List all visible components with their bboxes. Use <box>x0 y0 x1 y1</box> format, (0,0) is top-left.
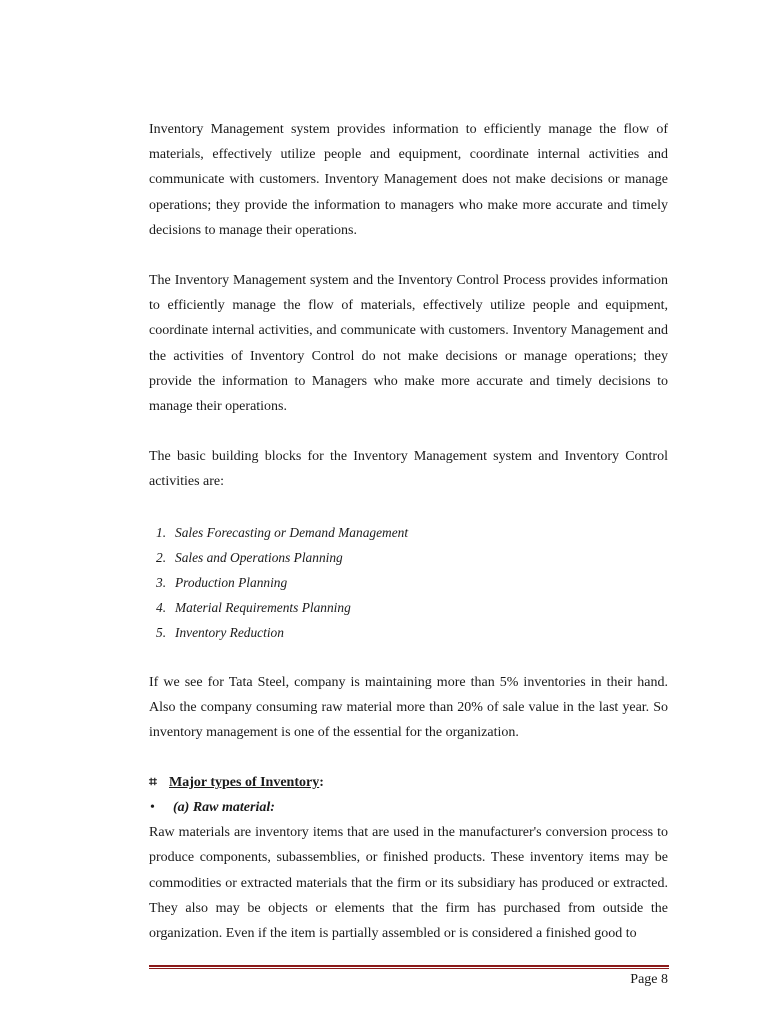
building-blocks-list <box>149 520 668 645</box>
section-title: Major types of Inventory <box>169 775 320 791</box>
paragraph-tata-steel: If we see for Tata Steel, company is maintaining more than 5% inventories in their hand. Also the company consuming raw material more than 20% of sale value in the last year. So inventory management is one of the essential for the organization. <box>149 674 668 741</box>
document-body <box>149 117 668 946</box>
bullet-icon: • <box>150 800 155 816</box>
footer-rule <box>149 965 669 970</box>
hash-mark-icon: ⌗ <box>149 775 157 791</box>
paragraph-building-blocks: The basic building blocks for the Inventory Management system and Inventory Control activities are: <box>149 449 668 490</box>
sub-heading-raw-material <box>149 795 668 820</box>
section-heading: ⌗ Major types of Inventory: <box>149 770 668 795</box>
list-item: 4. Material Requirements Planning <box>156 599 351 615</box>
list-item: 5. Inventory Reduction <box>156 624 284 640</box>
list-item: 2. Sales and Operations Planning <box>156 549 343 565</box>
list-item: 1. Sales Forecasting or Demand Management <box>156 524 409 540</box>
page-number: Page 8 <box>630 972 668 987</box>
paragraph-control-process: The Inventory Management system and the Inventory Control Process provides information to efficiently manage the flow of materials, effectively utilize people and equipment, coordinate internal activities, and communicate with customers. Inventory Management and the activities of Inventory Control do not make decisions or manage operations; they provide the information to Managers who make more accurate and timely decisions to manage their operations. <box>149 273 668 415</box>
paragraph-raw-materials: Raw materials are inventory items that are used in the manufacturer's conversion process to produce components, subassemblies, or finished products. These inventory items may be commodities or extracted materials that the firm or its subsidiary has produced or extracted. They also may be objects or elements that the firm has purchased from outside the organization. Even if the item is partially assembled or is considered a finished good to <box>149 825 668 942</box>
paragraph-intro: Inventory Management system provides information to efficiently manage the flow of materials, effectively utilize people and equipment, coordinate internal activities and communicate with customers. Inventory Management does not make decisions or manage operations; they provide the information to managers who make more accurate and timely decisions to manage their operations. <box>149 122 668 238</box>
sub-heading-label: (a) Raw material: <box>173 800 275 816</box>
list-item: 3. Production Planning <box>156 574 288 590</box>
